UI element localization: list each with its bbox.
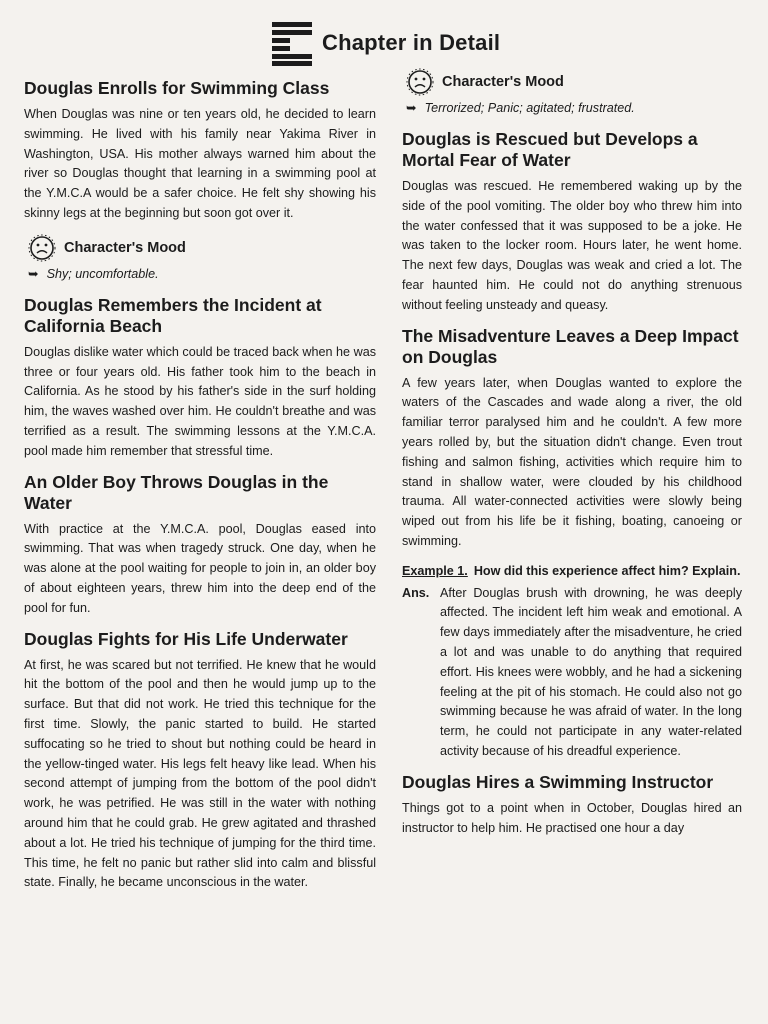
character-mood-header xyxy=(406,68,742,96)
section-body: Douglas dislike water which could be traced back when he was three or four years old. His father took him to the beach in California. As he stood by his father's side in the surf holding him, the waves washed over him. He couldn't breathe and was terrified as a result. The swimming lessons at the Y.M.C.A. pool made him remember that stressful time. xyxy=(24,344,376,458)
section-body: Things got to a point when in October, Douglas hired an instructor to help him. He practised one hour a day xyxy=(402,800,742,835)
character-mood-header xyxy=(28,234,376,262)
right-column xyxy=(402,62,742,848)
section-fights-underwater xyxy=(24,629,376,894)
book-stack-icon xyxy=(272,20,314,66)
section-body: With practice at the Y.M.C.A. pool, Douglas eased into swimming. That was when tragedy struck. One day, when he was alone at the pool waiting for people to join in, an older boy of about eighteen years, threw him into the deep end of the pool for fun. xyxy=(24,521,376,615)
mood-text xyxy=(28,266,376,281)
section-title: An Older Boy Throws Douglas in the Water xyxy=(24,471,329,513)
section-title: Douglas Fights for His Life Underwater xyxy=(24,628,348,649)
section-title: The Misadventure Leaves a Deep Impact on Douglas xyxy=(402,325,739,367)
chapter-header xyxy=(272,18,500,68)
section-title: Douglas Hires a Swimming Instructor xyxy=(402,771,714,792)
mood-title: Character's Mood xyxy=(64,239,186,256)
example-question xyxy=(402,562,742,582)
section-rescued xyxy=(402,129,742,316)
answer-label: Ans. xyxy=(402,585,430,600)
section-title: Douglas Enrolls for Swimming Class xyxy=(24,78,330,98)
chapter-title: Chapter in Detail xyxy=(322,30,501,55)
example-label: Example 1. xyxy=(402,563,468,578)
section-body: Douglas was rescued. He remembered waking up by the side of the pool vomiting. The older boy who threw him into the water confessed that it was supposed to be a joke. He was taken to the locker room. Hours later, he went home. The next few days, Douglas was weak and cried a lot. The fear haunted him. He could not do anything strenuous without feeling unsteady and queasy. xyxy=(402,179,742,312)
section-older-boy xyxy=(24,472,376,619)
sad-face-icon xyxy=(28,234,56,262)
mood-title: Character's Mood xyxy=(442,74,564,90)
section-body: At first, he was scared but not terrified. He knew that he would hit the bottom of the pool and then he would jump up to the surface. But that did not work. He tried this technique for the first time. Slowly, the panic started to build. He started suffocating so he tried to shout but nothing could be heard in the yellow-tinged water. His legs felt heavy like lead. When his second attempt of jumping from the bottom of the pool didn't work, he was petrified. He was still in the water with nothing around him that he could grab. He grew agitated and thrashed about a lot. He tried his technique of jumping for the third time. This time, he felt no panic but rather slid into calm and blissful state. Finally, he became unconscious in the water. xyxy=(24,657,376,890)
section-california-beach xyxy=(24,295,376,462)
left-column xyxy=(24,78,376,903)
answer-block xyxy=(402,584,742,762)
section-title: Douglas is Rescued but Develops a Mortal Fear of Water xyxy=(402,129,698,170)
mood-value: Shy; uncomfortable. xyxy=(46,266,159,281)
arrow-icon: ➥ xyxy=(28,266,39,281)
section-body: When Douglas was nine or ten years old, he decided to learn swimming. He lived with his family near Yakima River in Washington, USA. His mother always warned him about the river so Douglas thought that learning in a swimming pool at the Y.M.C.A would be a safer choice. He felt shy showing his skinny legs at the beginning but soon got over it. xyxy=(24,107,376,220)
arrow-icon: ➥ xyxy=(406,101,417,115)
section-hires-instructor xyxy=(402,772,742,839)
section-deep-impact xyxy=(402,326,742,552)
section-body: A few years later, when Douglas wanted to explore the waters of the Cascades and wade along a river, the old familiar terror paralysed him and he couldn't. A few more years rolled by, but the situation didn't change. Even trout fishing and salmon fishing, activities which require him to stand in shallow water, were clouded by his childhood trauma. All water-connected activities were slowly being wiped out from his life be it fishing, boating, canoeing or swimming. xyxy=(402,375,742,548)
example-text: How did this experience affect him? Explain. xyxy=(473,563,741,578)
section-title: Douglas Remembers the Incident at California Beach xyxy=(24,294,322,336)
mood-value: Terrorized; Panic; agitated; frustrated. xyxy=(424,101,635,115)
answer-text: After Douglas brush with drowning, he was deeply affected. The incident left him weak and emotional. A few days immediately after the misadventure, he cried a lot and was unable to do anything that required effort. His knees were wobbly, and he had a sickening feeling at the pit of his stomach. He could also not go swimming because he was afraid of water. In the long term, he could not participate in any water-related activity because of his dreadful experience. xyxy=(440,585,742,758)
mood-text xyxy=(406,100,742,115)
section-enrolls xyxy=(24,78,376,224)
sad-face-icon xyxy=(406,68,434,96)
